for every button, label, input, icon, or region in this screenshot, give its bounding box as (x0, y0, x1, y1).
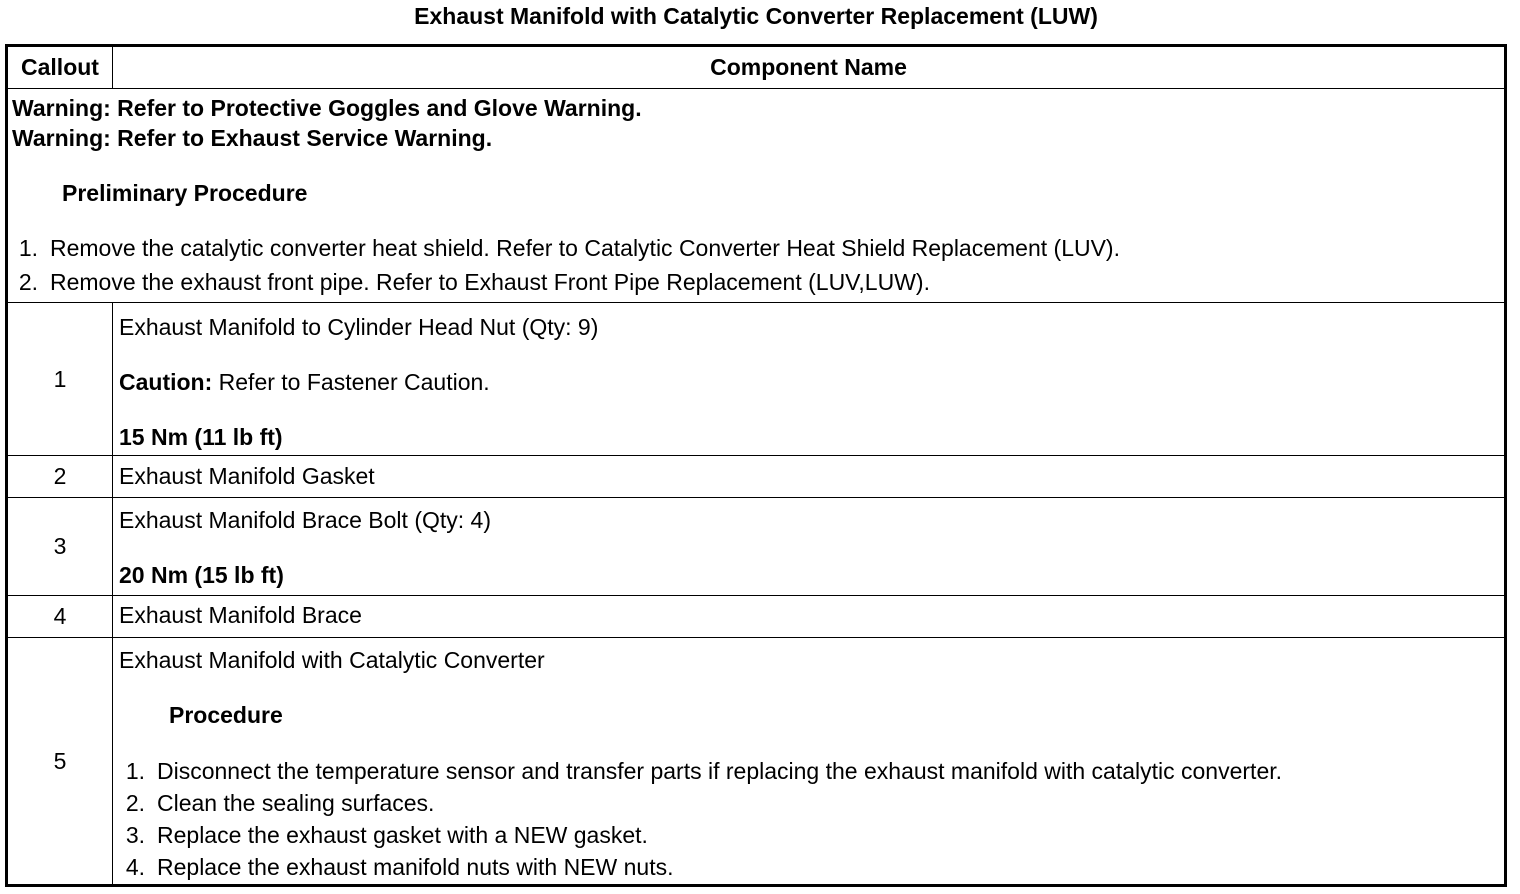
component-name-header: Component Name (710, 54, 907, 80)
step-text: Clean the sealing surfaces. (157, 790, 435, 816)
callout-number: 2 (8, 456, 113, 497)
table-header-row (8, 47, 1504, 88)
procedure-step (123, 821, 648, 849)
step-number: 4. (125, 854, 145, 880)
warnings-section (8, 88, 1504, 302)
caution-label: Caution: (119, 369, 213, 395)
component-cell (113, 456, 1504, 497)
step-number: 1. (18, 235, 38, 261)
callout-header: Callout (8, 47, 113, 88)
warning-goggles: Warning: Refer to Protective Goggles and Glove Warning. (12, 95, 642, 121)
procedure-step (123, 789, 434, 817)
step-number: 2. (18, 269, 38, 295)
component-table (5, 44, 1507, 887)
torque-spec: 15 Nm (11 lb ft) (119, 424, 283, 450)
warning-exhaust-service: Warning: Refer to Exhaust Service Warning. (12, 125, 493, 151)
component-cell (113, 638, 1504, 884)
procedure-step (123, 757, 1282, 785)
step-text: Remove the catalytic converter heat shield. Refer to Catalytic Converter Heat Shield Replacement (LUV). (50, 235, 1120, 261)
table-row-2 (8, 455, 1504, 497)
component-name: Exhaust Manifold Gasket (119, 463, 375, 489)
component-name: Exhaust Manifold Brace (119, 602, 362, 628)
table-row-4 (8, 595, 1504, 637)
table-row-5 (8, 637, 1504, 884)
preliminary-step (16, 268, 930, 296)
step-text: Replace the exhaust gasket with a NEW gasket. (157, 822, 648, 848)
component-name: Exhaust Manifold with Catalytic Converter (119, 647, 545, 673)
preliminary-procedure-heading: Preliminary Procedure (62, 180, 308, 206)
component-cell (113, 596, 1504, 637)
component-cell (113, 303, 1504, 455)
table-row-1 (8, 302, 1504, 455)
callout-number: 5 (8, 638, 113, 884)
callout-number: 3 (8, 498, 113, 595)
step-text: Remove the exhaust front pipe. Refer to Exhaust Front Pipe Replacement (LUV,LUW). (50, 269, 930, 295)
step-text: Disconnect the temperature sensor and transfer parts if replacing the exhaust manifold with catalytic converter. (157, 758, 1283, 784)
caution-text: Refer to Fastener Caution. (212, 369, 490, 395)
page-title: Exhaust Manifold with Catalytic Converter Replacement (LUW) (414, 3, 1098, 29)
preliminary-step (16, 234, 1120, 262)
callout-number: 1 (8, 303, 113, 455)
procedure-heading: Procedure (169, 702, 283, 728)
step-number: 1. (125, 758, 145, 784)
callout-number: 4 (8, 596, 113, 637)
torque-spec: 20 Nm (15 lb ft) (119, 562, 284, 588)
component-name: Exhaust Manifold to Cylinder Head Nut (Qty: 9) (119, 314, 599, 340)
procedure-step (123, 853, 673, 881)
step-text: Replace the exhaust manifold nuts with NEW nuts. (157, 854, 674, 880)
component-name: Exhaust Manifold Brace Bolt (Qty: 4) (119, 507, 491, 533)
table-row-3 (8, 497, 1504, 595)
component-cell (113, 498, 1504, 595)
caution-note (119, 368, 490, 396)
step-number: 3. (125, 822, 145, 848)
step-number: 2. (125, 790, 145, 816)
